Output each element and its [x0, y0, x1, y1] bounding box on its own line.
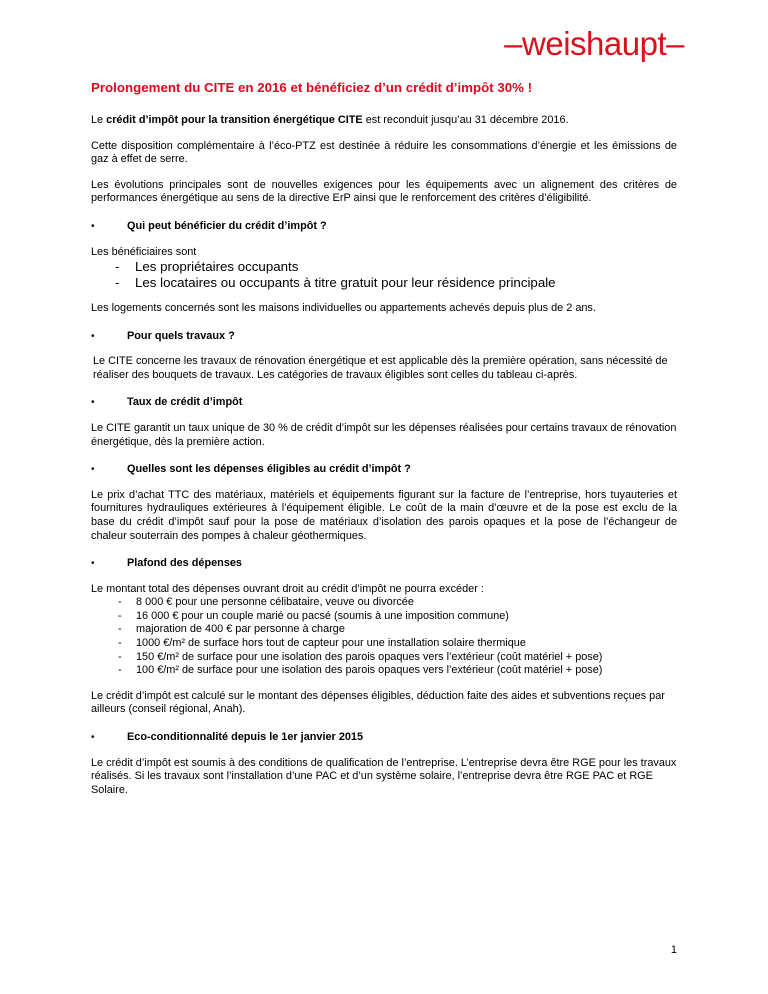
- list-item: - 150 €/m² de surface pour une isolation des parois opaques vers l’extérieur (coût matériel + pose): [118, 650, 603, 663]
- bullet-icon: •: [91, 464, 95, 476]
- beneficiaires-list: [91, 259, 677, 290]
- logo-dash-right: –: [666, 25, 684, 62]
- beneficiaires-after: Les logements concernés sont les maisons individuelles ou appartements achevés depuis plus de 2 ans.: [91, 301, 596, 314]
- section-heading-depenses: • Quelles sont les dépenses éligibles au crédit d’impôt ?: [91, 463, 411, 476]
- plafond-after: Le crédit d’impôt est calculé sur le montant des dépenses éligibles, déduction faite des aides et subventions reçues par ailleurs (conseil régional, Anah).: [91, 689, 665, 716]
- section-heading-taux: • Taux de crédit d’impôt: [91, 396, 243, 409]
- bullet-icon: •: [91, 732, 95, 744]
- bullet-icon: •: [91, 330, 95, 342]
- section-heading-travaux: • Pour quels travaux ?: [91, 329, 235, 342]
- page-number: 1: [670, 944, 677, 956]
- intro-paragraph-2: Cette disposition complémentaire à l’éco-PTZ est destinée à réduire les consommations d’énergie et les émissions de gaz à effet de serre.: [91, 139, 677, 166]
- plafond-list: [91, 596, 677, 678]
- bullet-icon: •: [91, 558, 95, 570]
- intro-bold-term: crédit d’impôt pour la transition énergétique CITE: [106, 114, 363, 126]
- list-item: - Les locataires ou occupants à titre gratuit pour leur résidence principale: [115, 274, 556, 290]
- page-title: Prolongement du CITE en 2016 et bénéficiez d’un crédit d’impôt 30% !: [91, 80, 533, 95]
- beneficiaires-lead: Les bénéficiaires sont: [91, 245, 197, 258]
- taux-text: Le CITE garantit un taux unique de 30 % de crédit d’impôt sur les dépenses réalisées pour certains travaux de rénovation énergétique, dès la première action.: [91, 421, 677, 448]
- bullet-icon: •: [91, 220, 95, 232]
- list-item: - Les propriétaires occupants: [115, 259, 299, 275]
- plafond-lead: Le montant total des dépenses ouvrant droit au crédit d’impôt ne pourra excéder :: [91, 582, 484, 595]
- list-item: - 100 €/m² de surface pour une isolation des parois opaques vers l’extérieur (coût matériel + pose): [118, 664, 603, 677]
- section-heading-beneficiaires: • Qui peut bénéficier du crédit d’impôt ?: [91, 219, 327, 232]
- logo-dash-left: –: [504, 25, 523, 62]
- document-body: [91, 80, 677, 809]
- bullet-icon: •: [91, 397, 95, 409]
- list-item: - 16 000 € pour un couple marié ou pacsé (soumis à une imposition commune): [118, 609, 509, 622]
- eco-text: Le crédit d’impôt est soumis à des conditions de qualification de l’entreprise. L’entreprise devra être RGE pour les travaux réalisés. Si les travaux sont l’installation d’une PAC et d’un système solaire, l’entreprise devra être RGE PAC et RGE Solaire.: [91, 756, 677, 796]
- travaux-text: Le CITE concerne les travaux de rénovation énergétique et est applicable dès la première opération, sans nécessité de réaliser des bouquets de travaux. Les catégories de travaux éligibles sont celles du tableau ci-après.: [93, 355, 668, 381]
- list-item: - majoration de 400 € par personne à charge: [118, 623, 345, 636]
- section-heading-eco: • Eco-conditionnalité depuis le 1er janvier 2015: [91, 731, 364, 744]
- section-heading-plafond: • Plafond des dépenses: [91, 557, 242, 570]
- depenses-text: Le prix d’achat TTC des matériaux, matériels et équipements figurant sur la facture de l’entreprise, hors tuyauteries et fournitures hydrauliques extérieures à l’équipement éligible. Le coût de la main d’œuvre et de la pose est exclu de la base du crédit d’impôt sauf pour la pose de matériaux d’isolation des parois opaques et la pose de l’échangeur de chaleur souterrain des pompes à chaleur géothermiques.: [91, 488, 677, 542]
- list-item: - 1000 €/m² de surface hors tout de capteur pour une installation solaire thermique: [118, 637, 526, 650]
- list-item: - 8 000 € pour une personne célibataire, veuve ou divorcée: [118, 596, 414, 609]
- weishaupt-logo: [504, 24, 684, 64]
- intro-paragraph-3: Les évolutions principales sont de nouvelles exigences pour les équipements avec un alignement des critères de performances énergétique au sens de la directive ErP ainsi que le renforcement des critères d’éligibilité.: [91, 178, 677, 205]
- intro-paragraph-1: Le crédit d’impôt pour la transition énergétique CITE est reconduit jusqu’au 31 décembre 2016.: [91, 114, 569, 126]
- logo-text: weishaupt: [522, 25, 667, 62]
